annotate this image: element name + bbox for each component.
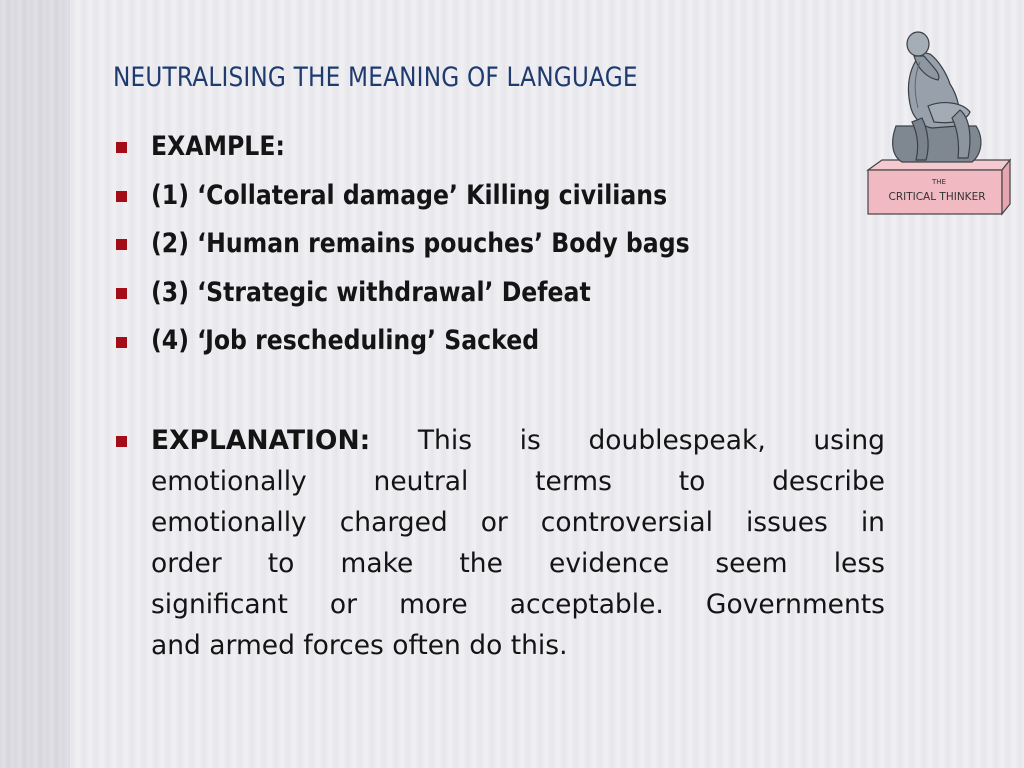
- explanation-word: in: [860, 507, 885, 538]
- critical-thinker-image: [862, 22, 1014, 220]
- explanation-word: more: [399, 589, 468, 620]
- explanation-word: doublespeak,: [588, 425, 766, 456]
- explanation-line: [151, 461, 885, 502]
- explanation-line: [151, 502, 885, 543]
- explanation-word: or: [329, 589, 358, 620]
- bullet-marker: [116, 191, 127, 202]
- explanation-word: order: [151, 548, 222, 579]
- explanation-word: emotionally: [151, 466, 307, 497]
- explanation-word: controversial: [540, 507, 713, 538]
- decorative-side-band: [0, 0, 70, 768]
- explanation-label: EXPLANATION:: [151, 425, 371, 456]
- explanation-word: describe: [772, 466, 885, 497]
- image-caption-bottom: CRITICAL THINKER: [888, 191, 986, 203]
- explanation-word: evidence: [549, 548, 670, 579]
- explanation-word: Governments: [705, 589, 885, 620]
- explanation-word: acceptable.: [509, 589, 664, 620]
- explanation-word: charged: [339, 507, 448, 538]
- explanation-word: terms: [535, 466, 612, 497]
- bullet-example-1: (1) ‘Collateral damage’ Killing civilians: [151, 180, 668, 211]
- explanation-word: is: [519, 425, 541, 456]
- explanation-word: emotionally: [151, 507, 307, 538]
- pedestal: [868, 160, 1010, 214]
- explanation-word: seem: [715, 548, 788, 579]
- bullet-marker: [116, 337, 127, 348]
- explanation-word: make: [340, 548, 414, 579]
- explanation-word: and armed forces often do this.: [151, 630, 568, 661]
- explanation-line: [151, 543, 885, 584]
- explanation-word: to: [267, 548, 295, 579]
- explanation-line: [151, 584, 885, 625]
- image-caption-top: THE: [932, 178, 946, 186]
- bullet-example-2: (2) ‘Human remains pouches’ Body bags: [151, 228, 690, 259]
- bullet-marker: [116, 239, 127, 250]
- explanation-word: less: [833, 548, 885, 579]
- bullet-example-4: (4) ‘Job rescheduling’ Sacked: [151, 325, 540, 356]
- explanation-word: issues: [745, 507, 828, 538]
- bullet-marker: [116, 142, 127, 153]
- bullet-marker: [116, 436, 127, 447]
- explanation-word: or: [480, 507, 508, 538]
- bullet-example-3: (3) ‘Strategic withdrawal’ Defeat: [151, 277, 591, 308]
- explanation-line: [151, 420, 885, 461]
- explanation-word: significant: [151, 589, 288, 620]
- explanation-line: [151, 625, 885, 666]
- explanation-word: using: [813, 425, 885, 456]
- explanation-word: This: [417, 425, 473, 456]
- explanation-word: to: [678, 466, 706, 497]
- explanation-word: neutral: [373, 466, 469, 497]
- bullet-marker: [116, 288, 127, 299]
- explanation-word: the: [459, 548, 503, 579]
- explanation-paragraph: [151, 420, 885, 666]
- bullet-example-heading: EXAMPLE:: [151, 131, 285, 162]
- slide-title: NEUTRALISING THE MEANING OF LANGUAGE: [113, 62, 638, 93]
